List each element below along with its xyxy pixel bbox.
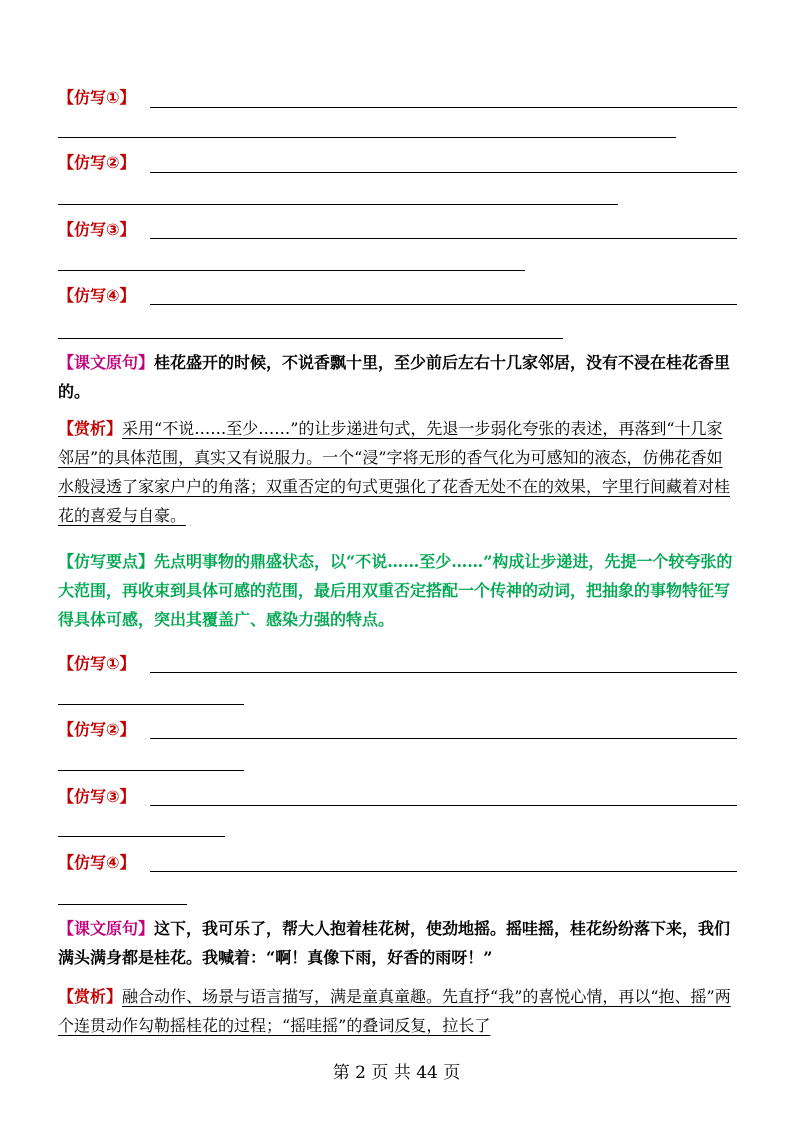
analysis-text: 采用“不说……至少……”的让步递进句式，先退一步弱化夸张的表述，再落到“十几家邻居”的具体范围，真实又有说服力。一个“浸”字将无形的香气化为可感知的液态，仿佛花香如水般浸透了家家户户的角落；双重否定的句式更强化了花香无处不在的效果，字里行间藏着对桂花的喜爱与自豪。	[58, 419, 731, 525]
answer-rule	[150, 805, 737, 806]
answer-rule	[150, 304, 737, 305]
answer-rule	[58, 836, 225, 837]
practice-3-line	[58, 787, 737, 807]
practice-label: 【仿写③】	[58, 787, 136, 806]
practice-label: 【仿写①】	[58, 88, 136, 107]
answer-rule	[150, 238, 737, 239]
practice-label: 【仿写①】	[58, 654, 136, 673]
answer-rule	[58, 770, 244, 771]
answer-rule	[150, 672, 737, 673]
original-sentence	[58, 914, 738, 972]
original-text: 桂花盛开的时候，不说香飘十里，至少前后左右十几家邻居，没有不浸在桂花香里的。	[58, 353, 731, 401]
answer-rule	[150, 107, 737, 108]
points-text: 先点明事物的鼎盛状态，以“不说……至少……”构成让步递进，先提一个较夸张的大范围，再收束到具体可感的范围，最后用双重否定搭配一个传神的动词，把抽象的事物特征写得具体可感，突出其覆盖广、感染力强的特点。	[58, 552, 733, 629]
practice-label: 【仿写③】	[58, 220, 136, 239]
writing-points	[58, 547, 738, 634]
answer-rule	[58, 137, 676, 138]
practice-3-line	[58, 220, 737, 240]
analysis-text: 融合动作、场景与语言描写，满是童真童趣。先直抒“我”的喜悦心情，再以“抱、摇”两个连贯动作勾勒摇桂花的过程；“摇哇摇”的叠词反复，拉长了	[58, 987, 731, 1035]
page-footer: 第 2 页 共 44 页	[332, 1063, 461, 1083]
answer-rule	[150, 172, 737, 173]
analysis-paragraph	[58, 982, 738, 1040]
practice-2-line	[58, 720, 737, 740]
practice-label: 【仿写②】	[58, 720, 136, 739]
original-label: 【课文原句】	[58, 353, 155, 372]
answer-rule	[58, 904, 187, 905]
analysis-paragraph	[58, 414, 738, 530]
practice-1-line	[58, 88, 737, 108]
analysis-label: 【赏析】	[58, 987, 123, 1006]
answer-rule	[150, 738, 737, 739]
answer-rule	[58, 270, 525, 271]
practice-label: 【仿写②】	[58, 153, 136, 172]
answer-rule	[150, 871, 737, 872]
original-text: 这下，我可乐了，帮大人抱着桂花树，使劲地摇。摇哇摇，桂花纷纷落下来，我们满头满身都是桂花。我喊着：“啊！真像下雨，好香的雨呀！”	[58, 919, 731, 967]
original-label: 【课文原句】	[58, 919, 155, 938]
analysis-label: 【赏析】	[58, 419, 123, 438]
practice-2-line	[58, 153, 737, 173]
practice-label: 【仿写④】	[58, 853, 136, 872]
points-label: 【仿写要点】	[58, 552, 155, 571]
practice-label: 【仿写④】	[58, 286, 136, 305]
practice-4-line	[58, 286, 737, 306]
practice-1-line	[58, 654, 737, 674]
answer-rule	[58, 338, 563, 339]
answer-rule	[58, 204, 618, 205]
answer-rule	[58, 704, 244, 705]
practice-4-line	[58, 853, 737, 873]
original-sentence	[58, 348, 738, 406]
